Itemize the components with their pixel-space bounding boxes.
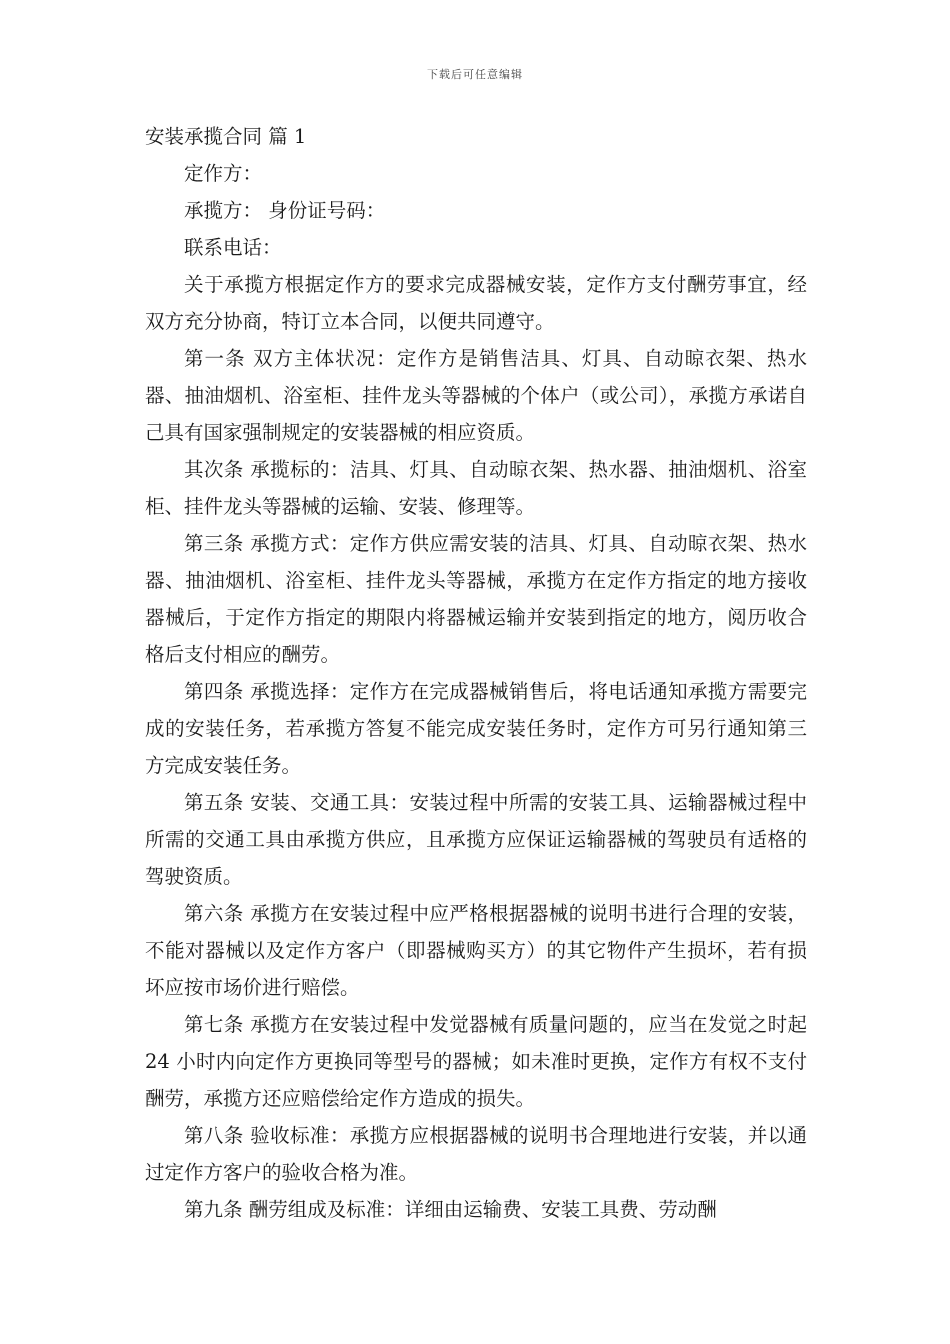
paragraph-party-a: 定作方：	[184, 162, 263, 185]
paragraph-article-7: 第七条 承揽方在安装过程中发觉器械有质量问题的，应当在发觉之时起 24 小时内向定作方更换同等型号的器械；如未准时更换，定作方有权不支付酬劳，承揽方还应赔偿给定作方造成的损失。	[145, 1013, 807, 1110]
document-body	[145, 118, 807, 1228]
header-note: 下载后可任意编辑	[427, 68, 523, 81]
paragraph-preamble: 关于承揽方根据定作方的要求完成器械安装，定作方支付酬劳事宜，经双方充分协商，特订立本合同，以便共同遵守。	[145, 273, 807, 333]
paragraph-party-b: 承揽方： 身份证号码：	[184, 199, 386, 222]
paragraph-article-2: 其次条 承揽标的：洁具、灯具、自动晾衣架、热水器、抽油烟机、浴室柜、挂件龙头等器械的运输、安装、修理等。	[145, 458, 807, 518]
paragraph-article-1: 第一条 双方主体状况：定作方是销售洁具、灯具、自动晾衣架、热水器、抽油烟机、浴室柜、挂件龙头等器械的个体户（或公司），承揽方承诺自己具有国家强制规定的安装器械的相应资质。	[145, 347, 807, 444]
paragraph-article-8: 第八条 验收标准：承揽方应根据器械的说明书合理地进行安装，并以通过定作方客户的验收合格为准。	[145, 1124, 807, 1184]
document-title: 安装承揽合同 篇 1	[145, 125, 307, 148]
paragraph-article-3: 第三条 承揽方式：定作方供应需安装的洁具、灯具、自动晾衣架、热水器、抽油烟机、浴室柜、挂件龙头等器械，承揽方在定作方指定的地方接收器械后，于定作方指定的期限内将器械运输并安装到指定的地方，阅历收合格后支付相应的酬劳。	[145, 532, 807, 666]
paragraph-article-9: 第九条 酬劳组成及标准：详细由运输费、安装工具费、劳动酬	[184, 1198, 717, 1221]
paragraph-article-4: 第四条 承揽选择：定作方在完成器械销售后，将电话通知承揽方需要完成的安装任务，若承揽方答复不能完成安装任务时，定作方可另行通知第三方完成安装任务。	[145, 680, 807, 777]
paragraph-article-5: 第五条 安装、交通工具：安装过程中所需的安装工具、运输器械过程中所需的交通工具由承揽方供应，且承揽方应保证运输器械的驾驶员有适格的驾驶资质。	[145, 791, 807, 888]
paragraph-phone: 联系电话：	[184, 236, 282, 259]
paragraph-article-6: 第六条 承揽方在安装过程中应严格根据器械的说明书进行合理的安装，不能对器械以及定作方客户（即器械购买方）的其它物件产生损坏，若有损坏应按市场价进行赔偿。	[145, 902, 807, 999]
